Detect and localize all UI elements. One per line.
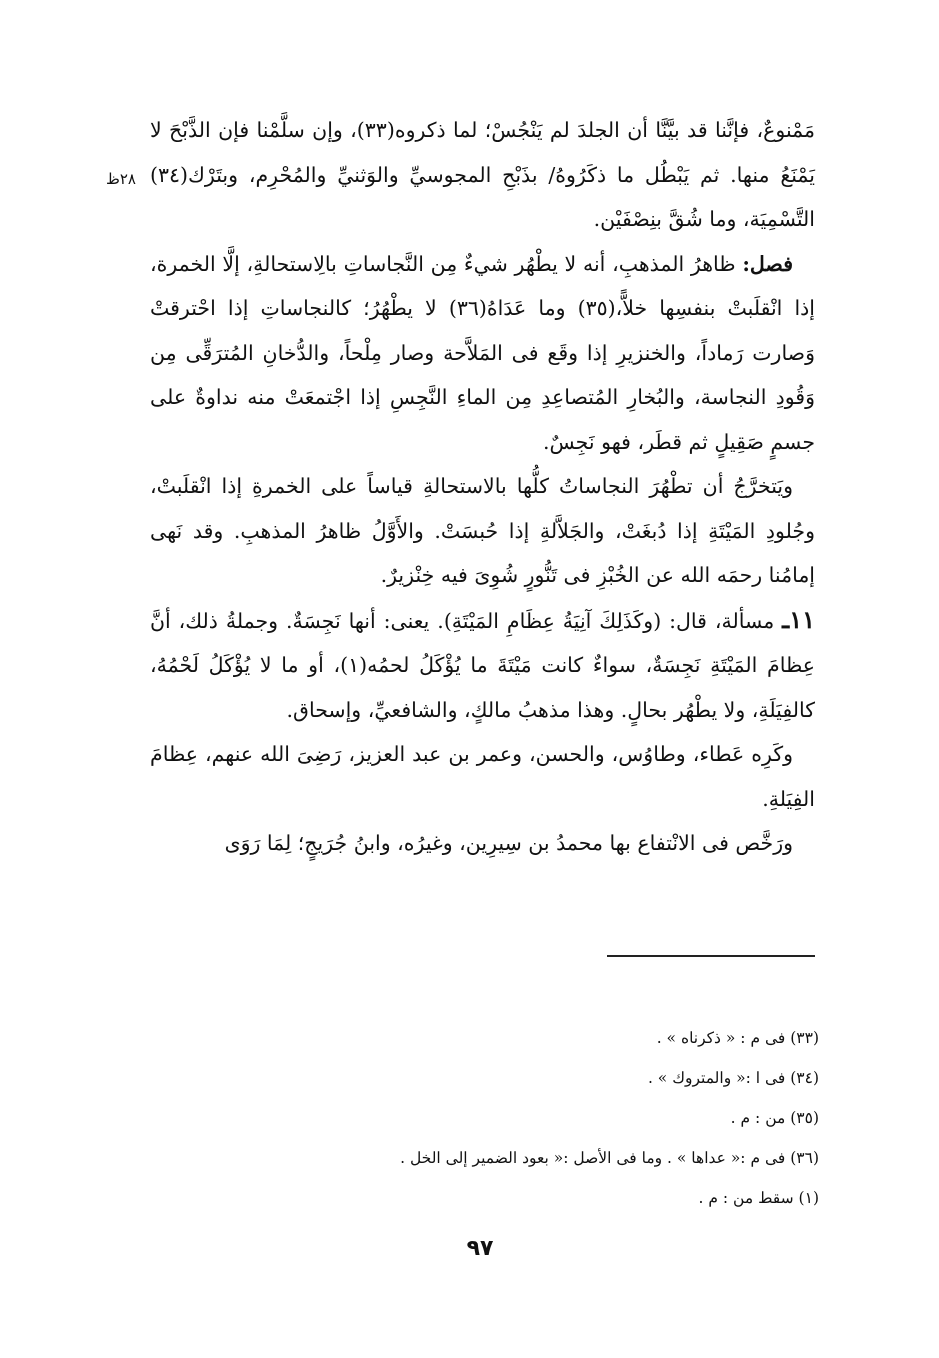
- footnote: (٣٤) فى ا :« والمتروك » .: [647, 1069, 819, 1087]
- paragraph-takhrij: ويَتخرَّجُ أن تطْهُرَ النجاساتُ كلُّها بالاستحالةِ قياساً على الخمرةِ إذا انْقلَبتْ، وجُلودِ المَيْتَةِ إذا دُبغَتْ، والجَلاَّلةِ إذا حُبسَتْ. والأَوَّلُ ظاهرُ المذهبِ. وقد نَهى إمامُنا رحمَه الله عن الخُبْزِ فى تَنُّورٍ شُوِىَ فيه خِنْزيرٌ.: [150, 474, 815, 587]
- paragraph-continuation: مَمْنوعٌ، فإنَّنا قد بيَّنَّا أن الجلدَ لم يَنْجُسْ؛ لما ذكروه(٣٣)، وإن سلَّمْنا فإن الذَّبْحَ لا يَمْنَعُ منها. ثم يَبْطُل ما ذكَرُوهُ/ بذَبْحِ المجوسيِّ والوَثنيِّ والمُحْرِم، وبتَرْك(٣٤) التَّسْمِيَة، وما شُقَّ بنِصْفَيْن.: [150, 118, 815, 231]
- footnote: (١) سقط من : م .: [698, 1189, 819, 1207]
- paragraph-karaha: وكَرِه عَطاء، وطاوُس، والحسن، وعمر بن عبد العزيز، رَضِىَ الله عنهم، عِظامَ الفِيَلةِ.: [150, 742, 815, 811]
- paragraph-masala: [150, 598, 815, 733]
- footnotes: [259, 1018, 819, 1218]
- footnote: (٣٥) من : م .: [730, 1109, 819, 1127]
- paragraph-rukhsa: ورَخَّص فى الانْتفاع بها محمدُ بن سِيرِين، وغيرُه، وابنُ جُرَيجٍ؛ لِمَا رَوَى: [224, 831, 793, 855]
- masala-number: ١١ـ: [782, 604, 815, 634]
- paragraph-fasl: [150, 242, 815, 465]
- page-number: ٩٧: [466, 1236, 494, 1261]
- paragraph-fasl-body: ظاهرُ المذهبِ، أنه لا يطْهُر شيءٌ مِن النَّجاساتِ بالِاستحالةِ، إلَّا الخمرة، إذا انْقلَبتْ بنفسِها خلاًّ،(٣٥) وما عَدَاهُ(٣٦) لا يطْهُرُ؛ كالنجاساتِ إذا احْترقتْ وَصارت رَماداً، والخنزيرِ إذا وقَع فى المَلاَّحة وصار مِلْحاً، والدُّخانِ المُترَقِّى مِن وَقُودِ النجاسة، والبُخارِ المُتصاعِدِ مِن الماءِ النَّجِسِ إذا اجْتمعَتْ منه نداوةٌ على جسمٍ صَقِيلٍ ثم قطَر، فهو نَجِسٌ.: [150, 251, 815, 454]
- manuscript-folio-marker: ٢٨ظ: [106, 170, 136, 188]
- main-text: [150, 108, 815, 866]
- footnote-separator: [607, 955, 815, 957]
- fasl-heading: فصل:: [742, 251, 793, 276]
- paragraph-masala-body: مسألة، قال: (وكَذَلِكَ آنِيَةُ عِظَامِ المَيْتَةِ). يعنى: أنها نَجِسَةٌ. وجملةُ ذلك، أنَّ عِظامَ المَيْتَةِ نَجِسَةٌ، سواءٌ كانت مَيْتَةَ ما يُؤْكَلُ لحمُه(١)، أو ما لا يُؤْكَلُ لَحْمُهُ، كالفِيَلَةِ، ولا يطْهُر بحالٍ. وهذا مذهبُ مالكٍ، والشافعيِّ، وإسحاق.: [150, 608, 815, 722]
- footnote: (٣٦) فى م :« عداها » . وما فى الأصل :« بعود الضمير إلى الخل .: [400, 1149, 819, 1167]
- footnote: (٣٣) فى م : « ذكرناه » .: [656, 1029, 819, 1047]
